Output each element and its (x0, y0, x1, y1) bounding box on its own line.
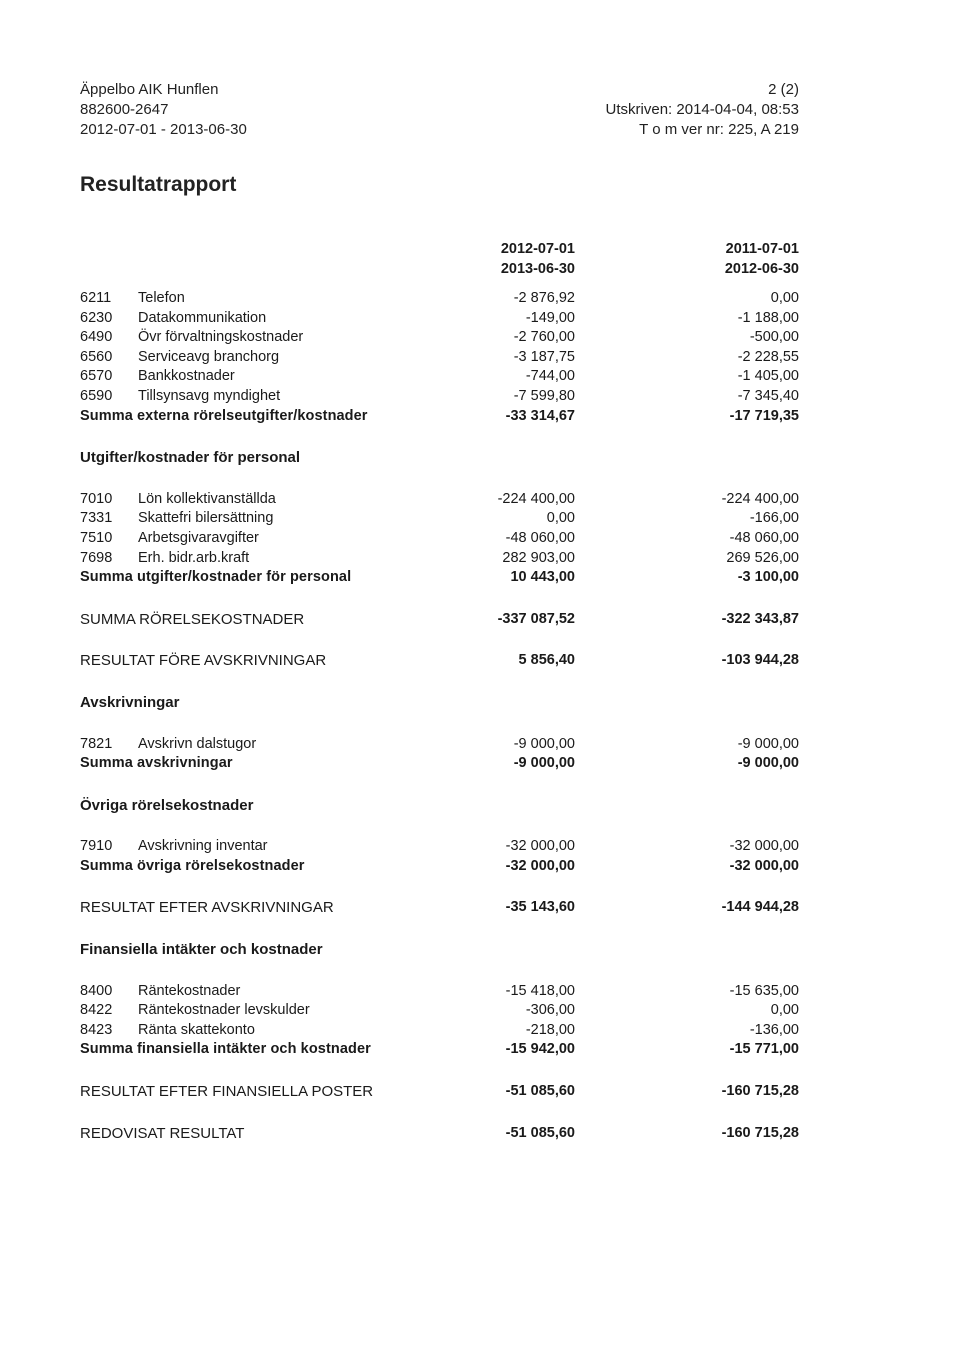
account-code: 7010 (80, 490, 113, 507)
column-previous-from: 2011-07-01 (725, 241, 799, 257)
account-name: Övr förvaltningskostnader (138, 329, 304, 346)
previous-value: -103 944,28 (721, 652, 799, 669)
current-value: -32 000,00 (505, 838, 575, 855)
account-row (0, 490, 960, 510)
current-value: -224 400,00 (497, 490, 575, 507)
result-label: REDOVISAT RESULTAT (80, 1124, 245, 1142)
account-name: Arbetsgivaravgifter (138, 529, 259, 546)
previous-value: -136,00 (749, 1021, 799, 1038)
previous-value: 269 526,00 (726, 549, 799, 566)
current-value: -337 087,52 (497, 610, 575, 627)
account-code: 8400 (80, 982, 113, 999)
current-value: -32 000,00 (505, 857, 575, 874)
account-code: 8423 (80, 1021, 113, 1038)
column-current-to: 2013-06-30 (500, 261, 575, 277)
result-label: RESULTAT EFTER FINANSIELLA POSTER (80, 1083, 374, 1101)
current-value: 10 443,00 (510, 569, 575, 586)
avskrivningar-group (0, 735, 960, 774)
account-row (0, 367, 960, 387)
account-row (0, 289, 960, 309)
current-value: -2 876,92 (513, 290, 575, 306)
result-label: RESULTAT EFTER AVSKRIVNINGAR (80, 899, 334, 917)
account-name: Tillsynsavg myndighet (138, 387, 281, 404)
section-heading: Utgifter/kostnader för personal (80, 449, 301, 467)
account-code: 6590 (80, 387, 113, 404)
finansiella-heading (0, 940, 960, 960)
total-label: Summa finansiella intäkter och kostnader (80, 1041, 371, 1058)
current-value: -51 085,60 (505, 1124, 575, 1141)
redovisat-resultat-row (0, 1124, 960, 1144)
account-row (0, 1021, 960, 1041)
verification-range: T o m ver nr: 225, A 219 (639, 121, 799, 138)
account-row (0, 348, 960, 368)
external-costs-group (0, 289, 960, 426)
previous-value: -2 228,55 (737, 348, 799, 365)
account-name: Datakommunikation (138, 309, 267, 326)
previous-value: 0,00 (770, 290, 799, 306)
section-heading: Avskrivningar (80, 693, 180, 711)
account-code: 6490 (80, 329, 113, 346)
ovriga-heading (0, 796, 960, 816)
personal-costs-group (0, 490, 960, 588)
resultat-efter-avskrivningar-row (0, 898, 960, 918)
column-header-current (375, 239, 575, 279)
total-label: Summa avskrivningar (80, 755, 233, 772)
previous-value: -160 715,28 (721, 1124, 799, 1141)
result-label: RESULTAT FÖRE AVSKRIVNINGAR (80, 652, 327, 670)
account-code: 6211 (80, 290, 112, 306)
previous-value: -32 000,00 (729, 838, 799, 855)
current-value: -218,00 (525, 1021, 575, 1038)
previous-value: -3 100,00 (737, 569, 799, 586)
column-current-from: 2012-07-01 (500, 241, 575, 257)
account-name: Erh. bidr.arb.kraft (138, 549, 250, 566)
current-value: -9 000,00 (513, 755, 575, 772)
previous-value: -322 343,87 (721, 610, 799, 627)
total-label: Summa övriga rörelsekostnader (80, 857, 305, 874)
previous-value: -224 400,00 (721, 490, 799, 507)
current-value: -51 085,60 (505, 1083, 575, 1100)
external-costs-total (0, 407, 960, 427)
previous-value: -7 345,40 (737, 387, 799, 404)
result-label: SUMMA RÖRELSEKOSTNADER (80, 610, 305, 628)
current-value: 5 856,40 (518, 652, 575, 669)
previous-value: -1 188,00 (737, 309, 799, 326)
current-value: -7 599,80 (513, 387, 575, 404)
organization-number: 882600-2647 (80, 101, 169, 118)
column-header-previous (599, 239, 799, 279)
summa-rorelsekostnader-row (0, 610, 960, 630)
previous-value: -32 000,00 (729, 857, 799, 874)
account-name: Ränta skattekonto (138, 1021, 255, 1038)
account-name: Telefon (138, 290, 185, 306)
account-row (0, 549, 960, 569)
previous-value: -48 060,00 (729, 529, 799, 546)
section-heading: Övriga rörelsekostnader (80, 796, 254, 814)
current-value: -2 760,00 (513, 329, 575, 346)
report-body (0, 289, 960, 1143)
personal-costs-total (0, 568, 960, 588)
personal-heading (0, 448, 960, 468)
account-code: 7510 (80, 529, 113, 546)
account-code: 8422 (80, 1002, 113, 1019)
previous-value: -500,00 (749, 329, 799, 346)
account-row (0, 1001, 960, 1021)
previous-value: -17 719,35 (729, 407, 799, 424)
printed-timestamp: Utskriven: 2014-04-04, 08:53 (605, 101, 799, 118)
account-row (0, 735, 960, 755)
account-code: 6570 (80, 368, 113, 385)
account-row (0, 982, 960, 1002)
current-value: -15 942,00 (505, 1041, 575, 1058)
current-value: -9 000,00 (513, 735, 575, 752)
report-period: 2012-07-01 - 2013-06-30 (80, 121, 247, 138)
report-header-left (80, 80, 247, 140)
current-value: -306,00 (525, 1002, 575, 1019)
account-name: Avskrivning inventar (138, 838, 268, 855)
previous-value: -160 715,28 (721, 1083, 799, 1100)
account-code: 6560 (80, 348, 113, 365)
account-name: Avskrivn dalstugor (138, 735, 257, 752)
page-number: 2 (2) (768, 81, 799, 98)
ovriga-group (0, 837, 960, 876)
account-name: Räntekostnader (138, 982, 241, 999)
current-value: 282 903,00 (502, 549, 575, 566)
account-row (0, 529, 960, 549)
resultat-fore-avskrivningar-row (0, 651, 960, 671)
account-code: 7910 (80, 838, 113, 855)
page-title: Resultatrapport (80, 173, 237, 196)
account-name: Bankkostnader (138, 368, 235, 385)
account-code: 7698 (80, 549, 113, 566)
report-header-right (606, 80, 799, 140)
account-name: Serviceavg branchorg (138, 348, 280, 365)
ovriga-total (0, 857, 960, 877)
previous-value: -15 771,00 (729, 1041, 799, 1058)
previous-value: -144 944,28 (721, 899, 799, 916)
account-code: 7331 (80, 510, 113, 527)
total-label: Summa utgifter/kostnader för personal (80, 569, 352, 586)
account-code: 7821 (80, 735, 113, 752)
previous-value: 0,00 (770, 1002, 799, 1019)
current-value: 0,00 (546, 510, 575, 527)
current-value: -744,00 (525, 368, 575, 385)
account-row (0, 328, 960, 348)
avskrivningar-heading (0, 693, 960, 713)
account-name: Skattefri bilersättning (138, 510, 274, 527)
account-row (0, 387, 960, 407)
avskrivningar-total (0, 754, 960, 774)
current-value: -149,00 (525, 309, 575, 326)
current-value: -33 314,67 (505, 407, 575, 424)
previous-value: -9 000,00 (737, 755, 799, 772)
current-value: -15 418,00 (505, 982, 575, 999)
section-heading: Finansiella intäkter och kostnader (80, 941, 323, 959)
total-label: Summa externa rörelseutgifter/kostnader (80, 407, 368, 424)
previous-value: -1 405,00 (737, 368, 799, 385)
finansiella-total (0, 1040, 960, 1060)
previous-value: -9 000,00 (737, 735, 799, 752)
account-name: Lön kollektivanställda (138, 490, 276, 507)
current-value: -3 187,75 (513, 348, 575, 365)
account-row (0, 309, 960, 329)
current-value: -48 060,00 (505, 529, 575, 546)
resultat-efter-finansiella-row (0, 1082, 960, 1102)
finansiella-group (0, 982, 960, 1060)
account-code: 6230 (80, 309, 113, 326)
account-name: Räntekostnader levskulder (138, 1002, 310, 1019)
previous-value: -15 635,00 (729, 982, 799, 999)
organization-name: Äppelbo AIK Hunflen (80, 81, 219, 98)
previous-value: -166,00 (749, 510, 799, 527)
current-value: -35 143,60 (505, 899, 575, 916)
account-row (0, 837, 960, 857)
column-previous-to: 2012-06-30 (724, 261, 799, 277)
account-row (0, 509, 960, 529)
